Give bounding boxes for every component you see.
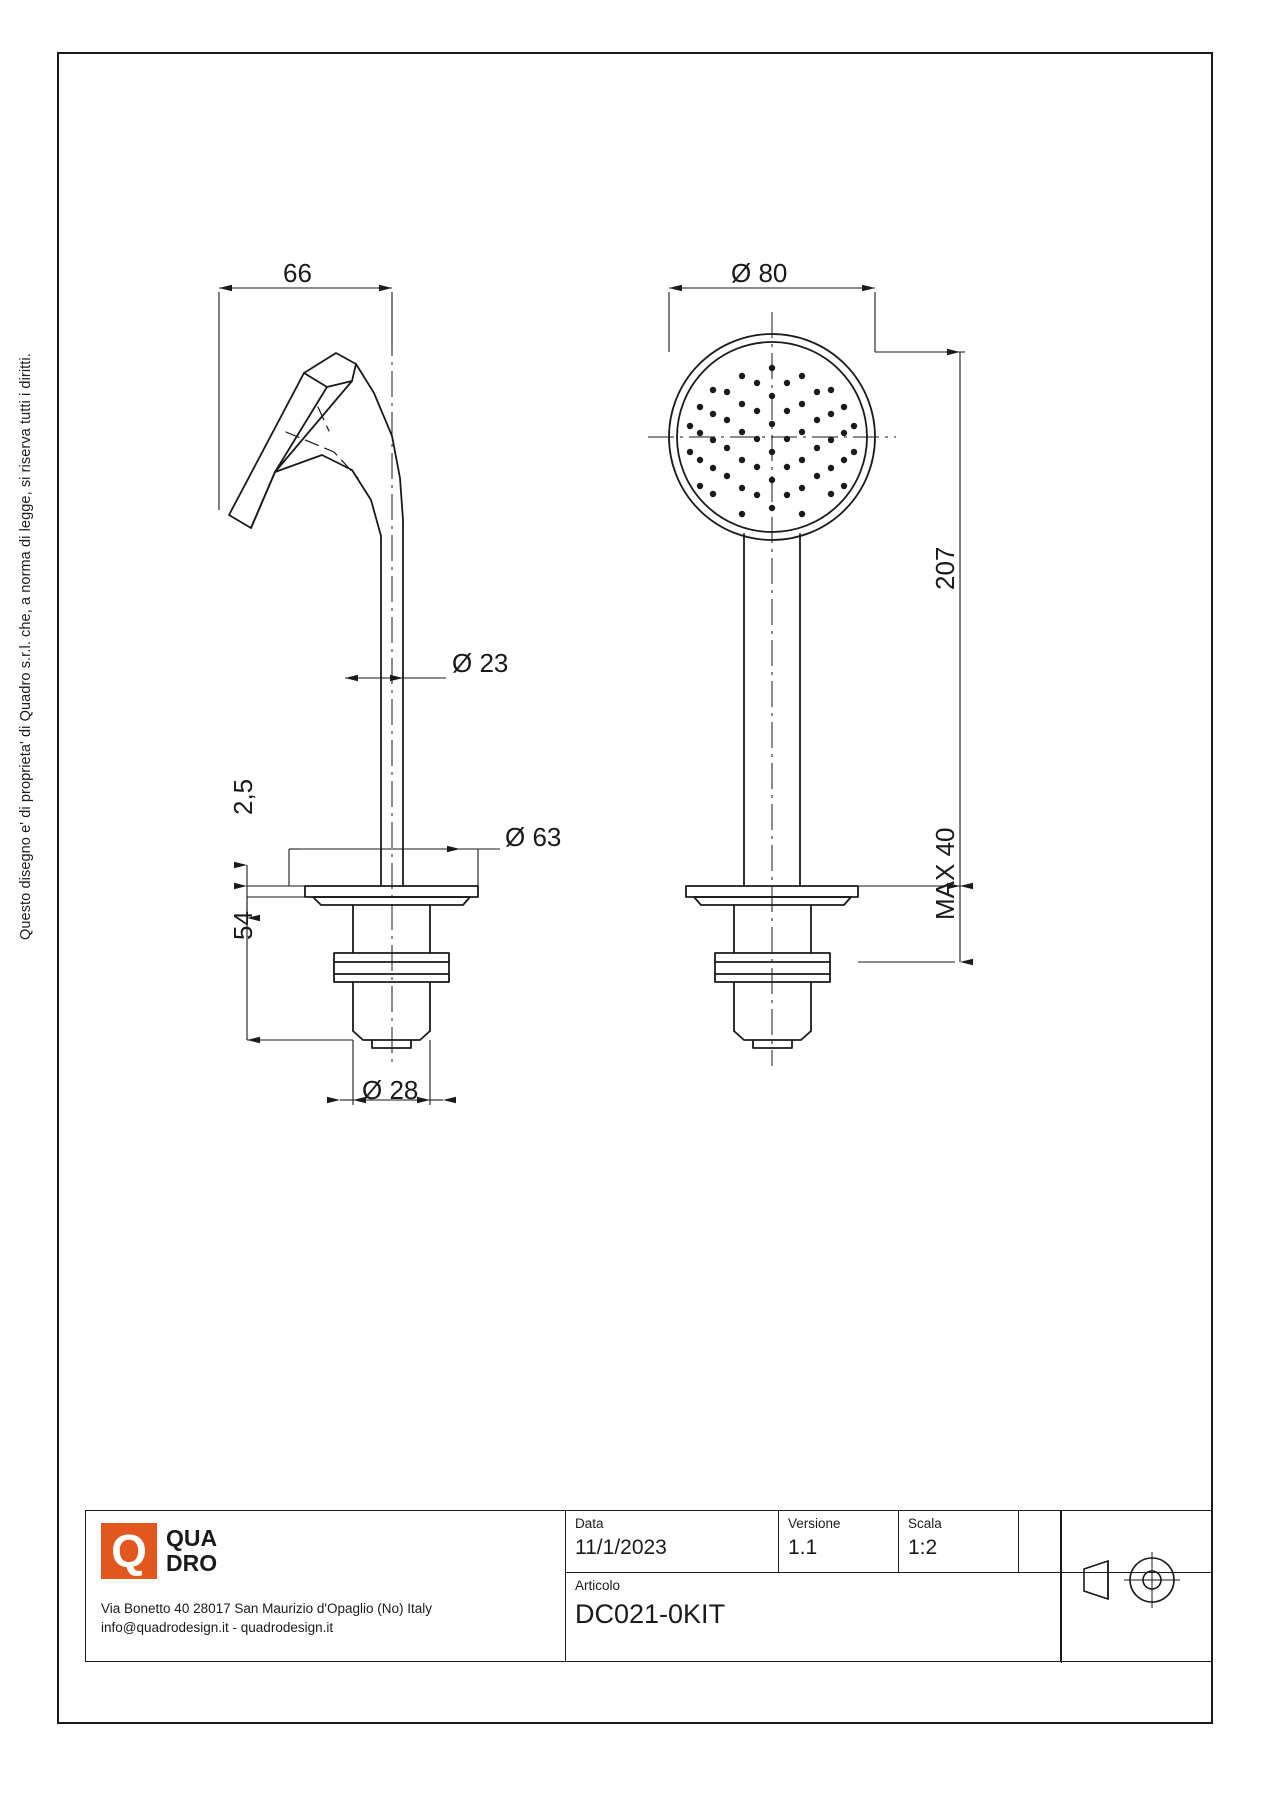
logo-mark-icon: Q (101, 1523, 157, 1579)
dimension-height-54: 54 (228, 911, 258, 940)
logo-line-2: DRO (166, 1550, 218, 1576)
company-address (101, 1599, 432, 1637)
field-scala-value: 1:2 (908, 1536, 938, 1559)
address-line-2: info@quadrodesign.it - quadrodesign.it (101, 1620, 334, 1635)
title-block (85, 1510, 1213, 1662)
dimension-height-207: 207 (930, 546, 960, 590)
projection-symbol-cell (1061, 1511, 1212, 1663)
field-scala-label: Scala (908, 1516, 942, 1531)
dimension-diameter-80: Ø 80 (731, 258, 788, 288)
field-data-label: Data (575, 1516, 604, 1531)
field-scala (899, 1511, 1019, 1572)
address-line-1: Via Bonetto 40 28017 San Maurizio d'Opaglio (No) Italy (101, 1601, 433, 1616)
field-versione-value: 1.1 (788, 1536, 818, 1559)
copyright-notice: Questo disegno e' di proprieta' di Quadro s.r.l. che, a norma di legge, si riserva tutti i diritti. (18, 353, 34, 940)
dimension-diameter-23: Ø 23 (452, 648, 509, 678)
title-block-fields (566, 1511, 1212, 1661)
logo-wordmark (166, 1526, 217, 1576)
field-versione (779, 1511, 899, 1572)
sheet-border (57, 52, 1213, 1724)
field-data (566, 1511, 779, 1572)
dimension-diameter-28: Ø 28 (362, 1075, 419, 1105)
field-versione-label: Versione (788, 1516, 841, 1531)
quadro-logo (101, 1523, 217, 1579)
dimension-height-2-5: 2,5 (228, 778, 258, 815)
company-block (86, 1511, 566, 1661)
field-articolo-label: Articolo (575, 1578, 621, 1593)
first-angle-projection-icon (1062, 1511, 1213, 1663)
dimension-width-66: 66 (283, 258, 312, 288)
field-data-value: 11/1/2023 (575, 1536, 667, 1559)
logo-line-1: QUA (166, 1525, 218, 1551)
dimension-max-40: MAX 40 (930, 827, 960, 920)
field-articolo-value: DC021-0KIT (575, 1599, 726, 1629)
dimension-diameter-63: Ø 63 (505, 822, 562, 852)
